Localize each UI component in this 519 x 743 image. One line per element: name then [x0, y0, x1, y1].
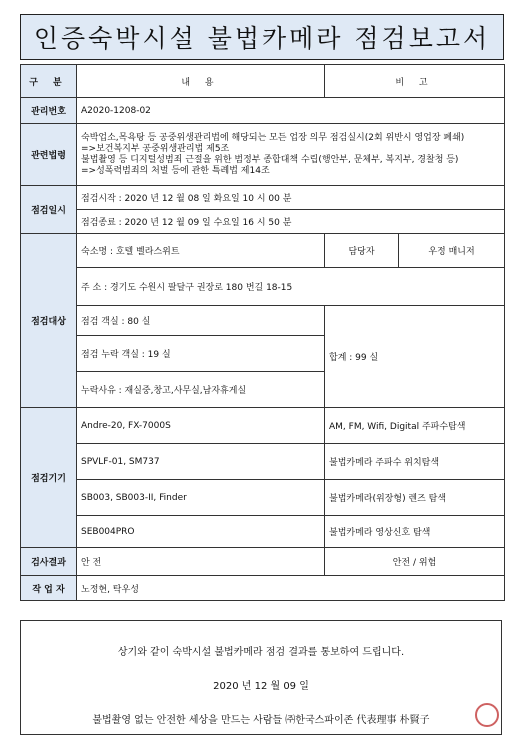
manager-label: 담당자 — [325, 234, 399, 268]
header-category: 구 분 — [21, 65, 77, 98]
target-label: 점검대상 — [21, 234, 77, 408]
equipment-row — [21, 408, 505, 444]
footer-date: 2020 년 12 월 09 일 — [213, 681, 309, 692]
company-seal-icon — [475, 703, 499, 727]
laws-text — [77, 124, 505, 186]
rooms-missed: 점검 누락 객실 : 19 실 — [77, 336, 325, 372]
equipment-row — [21, 516, 505, 548]
laws-line: 불법촬영 등 디지털성범죄 근절을 위한 범정부 종합대책 수립(행안부, 문체부, 복지부, 경찰청 등) — [81, 154, 459, 165]
missed-reason: 누락사유 : 재실중,창고,사무실,남자휴게실 — [77, 372, 325, 408]
equipment-purpose: 불법카메라(위장형) 렌즈 탐색 — [325, 480, 505, 516]
datetime-start: 점검시작 : 2020 년 12 월 08 일 화요일 10 시 00 분 — [77, 186, 505, 210]
equipment-device: SEB004PRO — [77, 516, 325, 548]
report-table — [20, 64, 505, 601]
header-row — [21, 65, 505, 98]
author-row — [21, 576, 505, 601]
page-title: 인증숙박시설 불법카메라 점검보고서 — [33, 24, 491, 53]
header-content: 내 용 — [77, 65, 325, 98]
laws-line: =>보건복지부 공중위생관리법 제5조 — [81, 143, 230, 154]
footer-signature: 불법촬영 없는 안전한 세상을 만드는 사람들 ㈜한국스파이존 代表理事 朴賢子 — [92, 715, 430, 726]
result-label: 검사결과 — [21, 548, 77, 576]
author-value: 노정현, 탁우성 — [77, 576, 505, 601]
equipment-purpose: AM, FM, Wifi, Digital 주파수탐색 — [325, 408, 505, 444]
result-row — [21, 548, 505, 576]
footer-statement: 상기와 같이 숙박시설 불법카메라 점검 결과를 통보하여 드립니다. — [117, 647, 405, 658]
laws-line: =>성폭력범죄의 처벌 등에 관한 특례법 제14조 — [81, 165, 270, 176]
equipment-device: SPVLF-01, SM737 — [77, 444, 325, 480]
datetime-end: 점검종료 : 2020 년 12 월 09 일 수요일 16 시 50 분 — [77, 210, 505, 234]
author-label: 작 업 자 — [21, 576, 77, 601]
equipment-purpose: 불법카메라 주파수 위치탐색 — [325, 444, 505, 480]
datetime-end-row — [21, 210, 505, 234]
venue-row — [21, 234, 505, 268]
footer-box — [20, 620, 502, 735]
rooms-checked: 점검 객실 : 80 실 — [77, 306, 325, 336]
equipment-row — [21, 480, 505, 516]
address: 주 소 : 경기도 수원시 팔달구 권장로 180 번길 18-15 — [77, 268, 505, 306]
result-value: 안 전 — [77, 548, 325, 576]
rooms-checked-row — [21, 306, 505, 336]
laws-label: 관련법령 — [21, 124, 77, 186]
management-no-value: A2020-1208-02 — [77, 98, 505, 124]
address-row — [21, 268, 505, 306]
datetime-label: 점검일시 — [21, 186, 77, 234]
equipment-device: Andre-20, FX-7000S — [77, 408, 325, 444]
rooms-total: 합계 : 99 실 — [325, 306, 505, 408]
venue-name: 숙소명 : 호텔 벨라스위트 — [77, 234, 325, 268]
laws-line: 숙박업소,목욕탕 등 공중위생관리법에 해당되는 모든 업장 의무 점검실시(2회 위반시 영업장 폐쇄) — [81, 132, 465, 143]
equipment-device: SB003, SB003-II, Finder — [77, 480, 325, 516]
management-no-label: 관리번호 — [21, 98, 77, 124]
equipment-purpose: 불법카메라 영상신호 탐색 — [325, 516, 505, 548]
datetime-start-row — [21, 186, 505, 210]
laws-row — [21, 124, 505, 186]
result-note: 안전 / 위험 — [325, 548, 505, 576]
equipment-row — [21, 444, 505, 480]
header-remarks: 비 고 — [325, 65, 505, 98]
management-row — [21, 98, 505, 124]
manager-value: 우정 매니저 — [399, 234, 505, 268]
equipment-label: 점검기기 — [21, 408, 77, 548]
title-box — [20, 14, 504, 60]
